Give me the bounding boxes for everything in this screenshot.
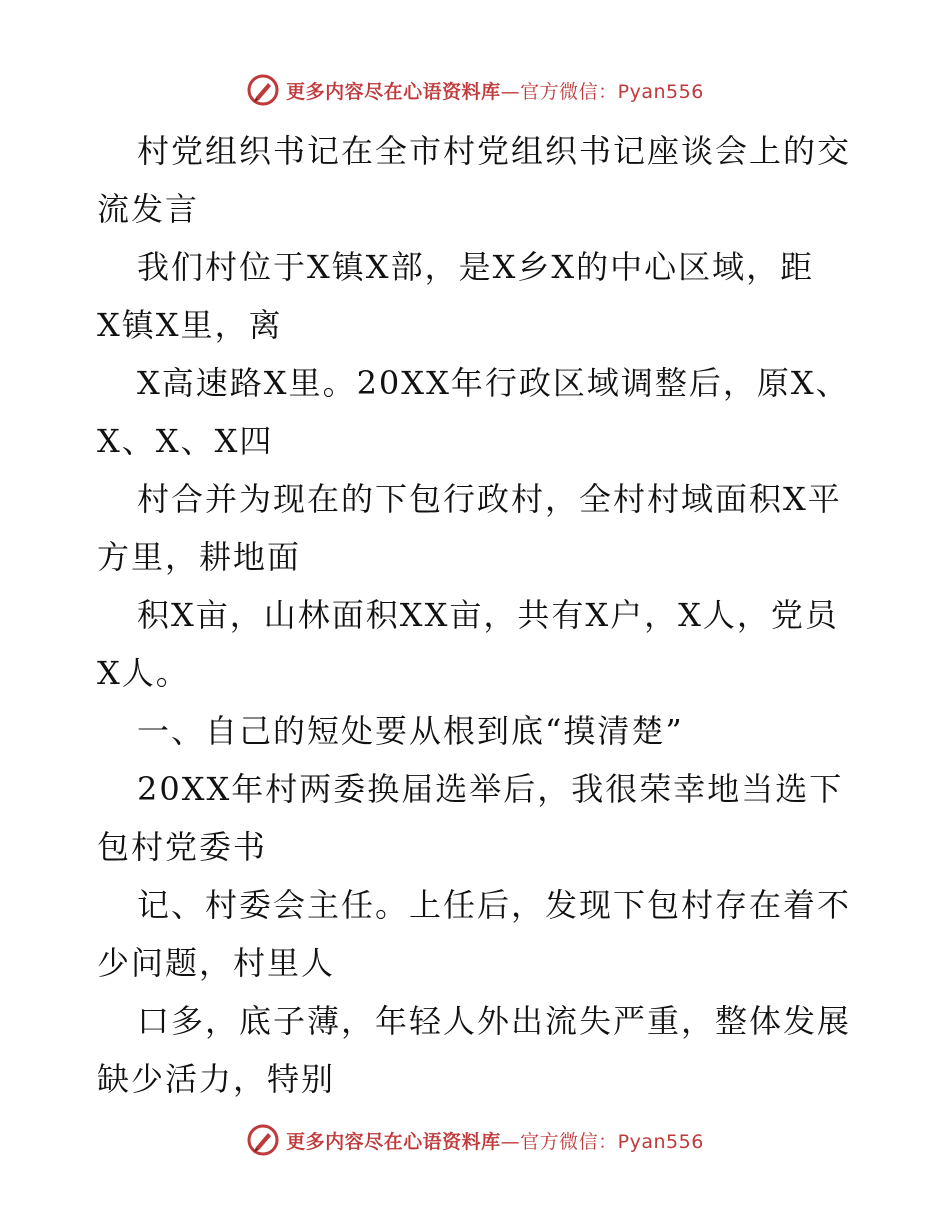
- text-line: 流发言: [97, 190, 200, 228]
- text-line: 我们村位于X镇X部，是X乡X的中心区域，距: [137, 248, 815, 286]
- text-line: 一、自己的短处要从根到底“摸清楚”: [137, 712, 684, 750]
- text-line: X高速路X里。20XX年行政区域调整后，原X、: [137, 364, 850, 402]
- text-line: 积X亩，山林面积XX亩，共有X户，X人，党员: [137, 596, 839, 634]
- text-line: 缺少活力，特别: [97, 1060, 336, 1098]
- text-line: X、X、X四: [97, 422, 274, 460]
- text-line: 方里，耕地面: [97, 538, 302, 576]
- text-line: 少问题，村里人: [97, 944, 336, 982]
- document-body: [97, 122, 857, 1108]
- text-line: 记、村委会主任。上任后，发现下包村存在着不: [137, 886, 852, 924]
- text-line: 口多，底子薄，年轻人外出流失严重，整体发展: [137, 1002, 852, 1040]
- watermark-text: 更多内容尽在心语资料库—官方微信：Pyan556: [286, 1130, 704, 1153]
- header-watermark: [0, 70, 950, 110]
- text-line: 村党组织书记在全市村党组织书记座谈会上的交: [137, 132, 852, 170]
- text-line: X镇X里，离: [97, 306, 283, 344]
- pen-logo-icon: [246, 1123, 280, 1157]
- text-line: 包村党委书: [97, 828, 268, 866]
- text-line: X人。: [97, 654, 190, 692]
- text-line: 20XX年村两委换届选举后，我很荣幸地当选下: [137, 770, 844, 808]
- footer-watermark: [0, 1120, 950, 1160]
- watermark-text: 更多内容尽在心语资料库—官方微信：Pyan556: [286, 80, 704, 103]
- text-line: 村合并为现在的下包行政村，全村村域面积X平: [137, 480, 842, 518]
- pen-logo-icon: [246, 73, 280, 107]
